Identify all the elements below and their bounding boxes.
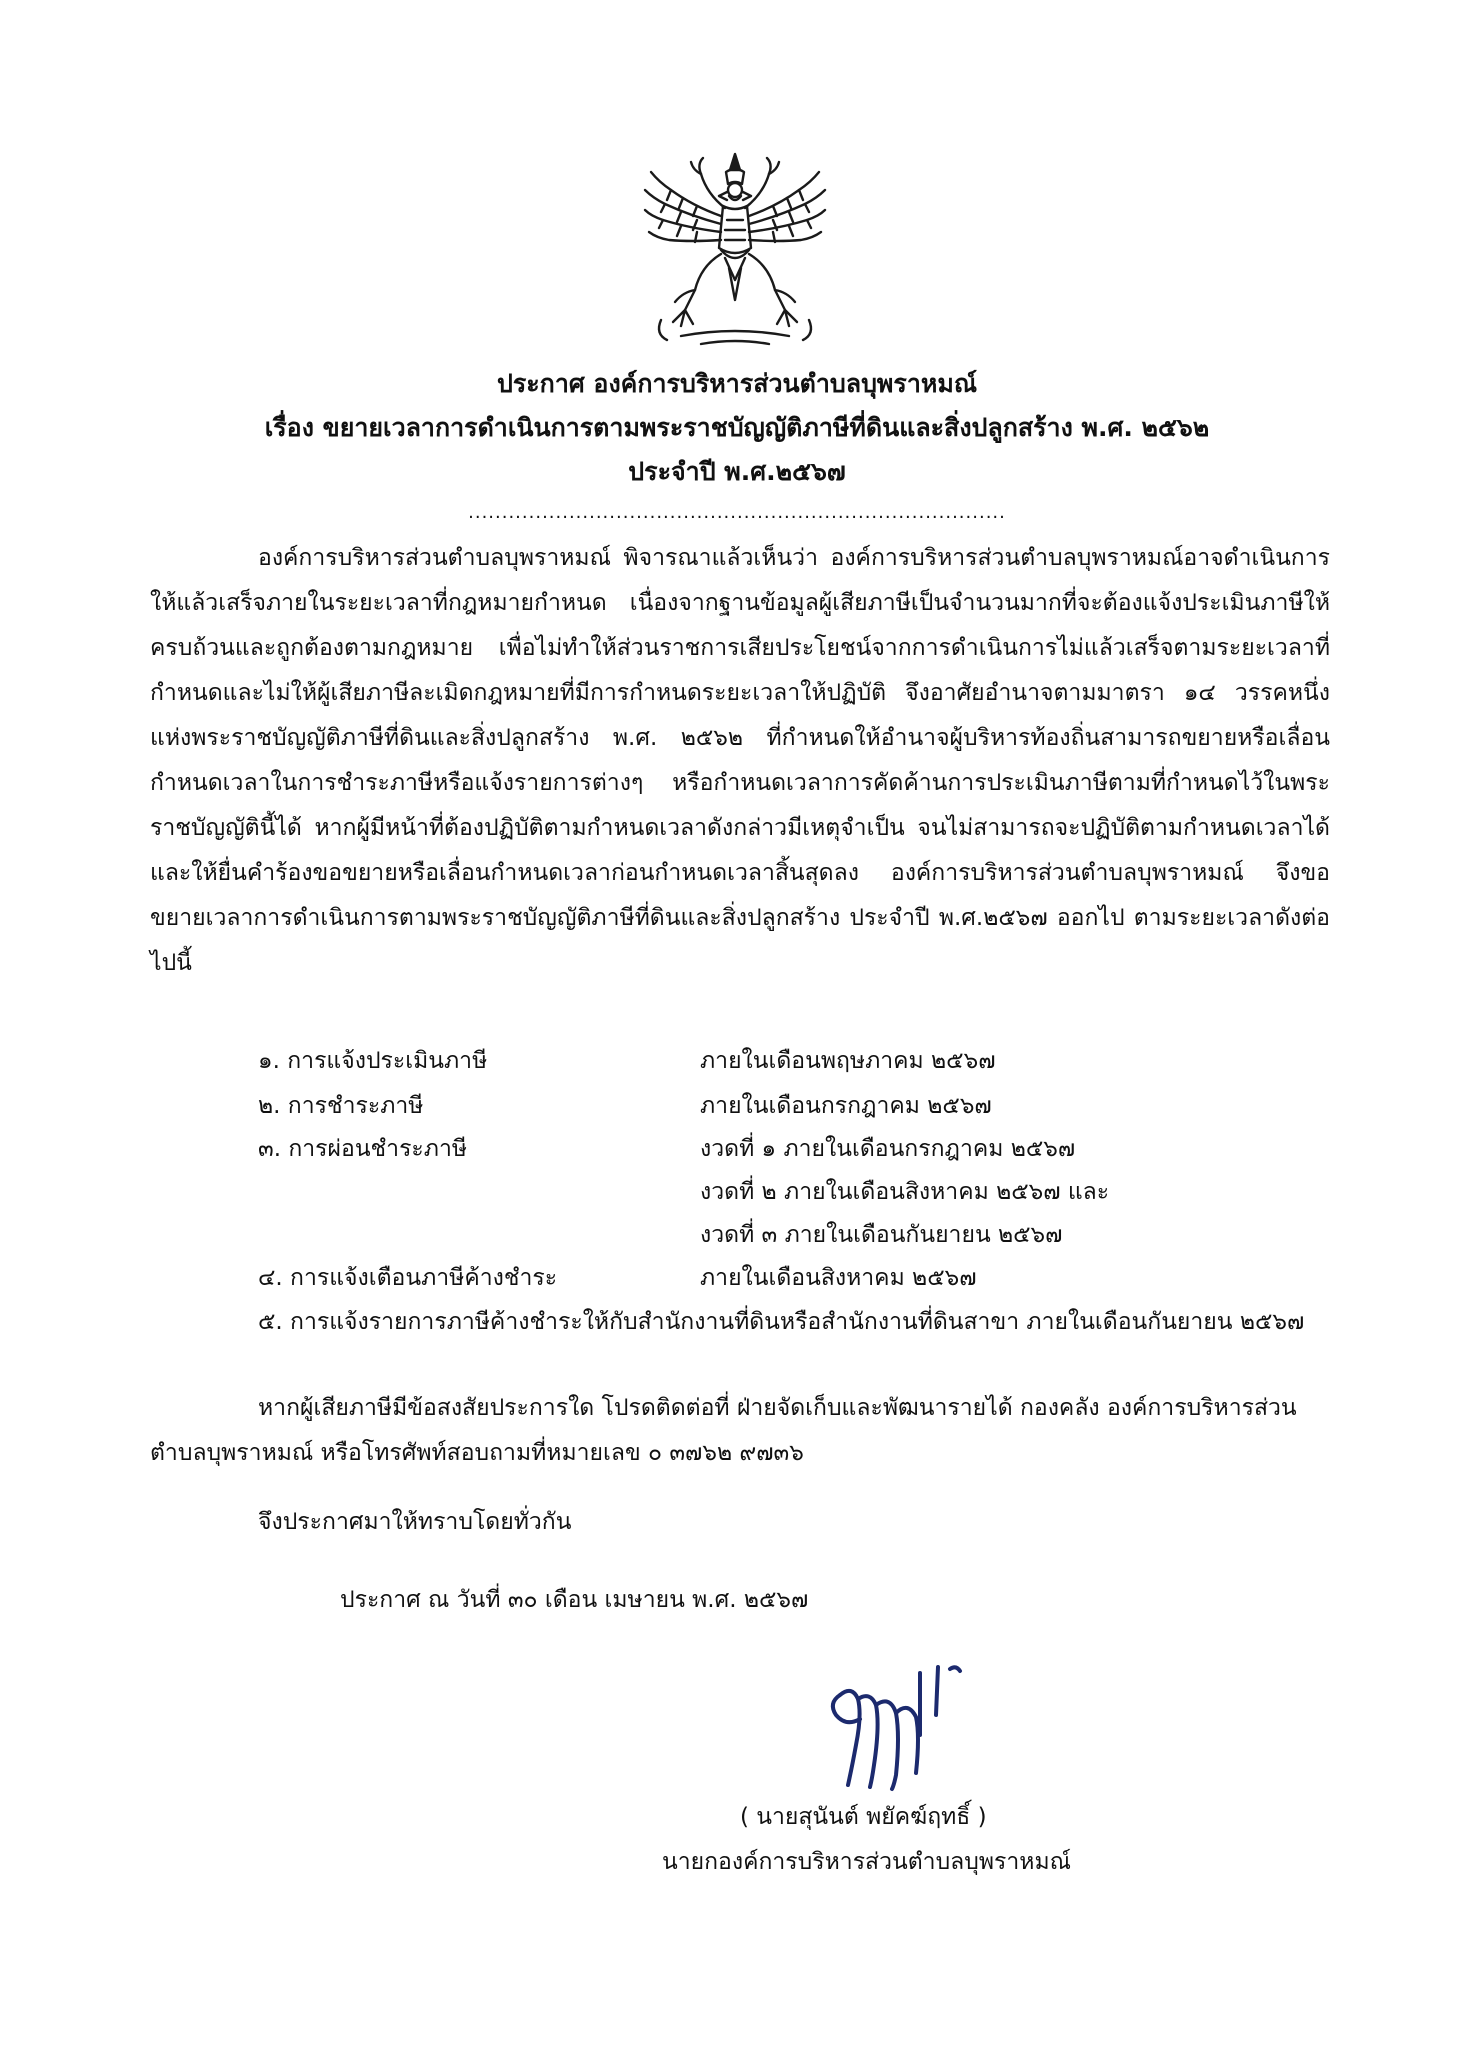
signer-title: นายกองค์การบริหารส่วนตำบลบุพราหมณ์: [662, 1849, 1071, 1875]
schedule-item-2-value: ภายในเดือนกรกฎาคม ๒๕๖๗: [700, 1093, 992, 1119]
body-paragraph: องค์การบริหารส่วนตำบลบุพราหมณ์ พิจารณาแล้วเห็นว่า องค์การบริหารส่วนตำบลบุพราหมณ์อาจดำเนินการให้แล้วเสร็จภายในระยะเวลาที่กฎหมายกำหนด เนื่องจากฐานข้อมูลผู้เสียภาษีเป็นจำนวนมากที่จะต้องแจ้งประเมินภาษีให้ครบถ้วนและถูกต้องตามกฎหมาย เพื่อไม่ทำให้ส่วนราชการเสียประโยชน์จากการดำเนินการไม่แล้วเสร็จตามระยะเวลาที่กำหนดและไม่ให้ผู้เสียภาษีละเมิดกฎหมายที่มีการกำหนดระยะเวลาให้ปฏิบัติ จึงอาศัยอำนาจตามมาตรา ๑๔ วรรคหนึ่ง แห่งพระราชบัญญัติภาษีที่ดินและสิ่งปลูกสร้าง พ.ศ. ๒๕๖๒ ที่กำหนดให้อำนาจผู้บริหารท้องถิ่นสามารถขยายหรือเลื่อนกำหนดเวลาในการชำระภาษีหรือแจ้งรายการต่างๆ หรือกำหนดเวลาการคัดค้านการประเมินภาษีตามที่กำหนดไว้ในพระราชบัญญัตินี้ได้ หากผู้มีหน้าที่ต้องปฏิบัติตามกำหนดเวลาดังกล่าวมีเหตุจำเป็น จนไม่สามารถจะปฏิบัติตามกำหนดเวลาได้ และให้ยื่นคำร้องขอขยายหรือเลื่อนกำหนดเวลาก่อนกำหนดเวลาสิ้นสุดลง องค์การบริหารส่วนตำบลบุพราหมณ์ จึงขอขยายเวลาการดำเนินการตามพระราชบัญญัติภาษีที่ดินและสิ่งปลูกสร้าง ประจำปี พ.ศ.๒๕๖๗ ออกไป ตามระยะเวลาดังต่อไปนี้: [150, 545, 1330, 976]
schedule-item-4-value: ภายในเดือนสิงหาคม ๒๕๖๗: [700, 1265, 977, 1291]
announcement-year: ประจำปี พ.ศ.๒๕๖๗: [628, 457, 846, 486]
schedule-item-5: ๕. การแจ้งรายการภาษีค้างชำระให้กับสำนักงานที่ดินหรือสำนักงานที่ดินสาขา ภายในเดือนกันยายน ๒๕๖๗: [258, 1309, 1305, 1335]
garuda-emblem-icon: [641, 150, 829, 350]
announcement-title: ประกาศ องค์การบริหารส่วนตำบลบุพราหมณ์: [496, 369, 978, 398]
schedule-item-3-value-3: งวดที่ ๓ ภายในเดือนกันยายน ๒๕๖๗: [700, 1222, 1063, 1248]
schedule-item-2-label: ๒. การชำระภาษี: [258, 1093, 424, 1119]
closing-statement: จึงประกาศมาให้ทราบโดยทั่วกัน: [258, 1509, 572, 1535]
dotted-separator: ................................................................................: [468, 502, 1006, 523]
announcement-date: ประกาศ ณ วันที่ ๓๐ เดือน เมษายน พ.ศ. ๒๕๖๗: [340, 1587, 809, 1613]
announcement-subject: เรื่อง ขยายเวลาการดำเนินการตามพระราชบัญญัติภาษีที่ดินและสิ่งปลูกสร้าง พ.ศ. ๒๕๖๒: [264, 413, 1210, 442]
schedule-item-1-value: ภายในเดือนพฤษภาคม ๒๕๖๗: [700, 1048, 996, 1074]
handwritten-signature-icon: [800, 1655, 1000, 1795]
schedule-item-3-value-1: งวดที่ ๑ ภายในเดือนกรกฎาคม ๒๕๖๗: [700, 1136, 1076, 1162]
signer-name: ( นายสุนันต์ พยัคฆ์ฤทธิ์ ): [740, 1804, 987, 1830]
contact-paragraph: หากผู้เสียภาษีมีข้อสงสัยประการใด โปรดติดต่อที่ ฝ่ายจัดเก็บและพัฒนารายได้ กองคลัง องค์การบริหารส่วนตำบลบุพราหมณ์ หรือโทรศัพท์สอบถามที่หมายเลข ๐ ๓๗๖๒ ๙๗๓๖: [150, 1395, 1297, 1466]
schedule-item-3-value-2: งวดที่ ๒ ภายในเดือนสิงหาคม ๒๕๖๗ และ: [700, 1179, 1110, 1205]
schedule-item-4-label: ๔. การแจ้งเตือนภาษีค้างชำระ: [258, 1265, 558, 1291]
schedule-item-1-label: ๑. การแจ้งประเมินภาษี: [258, 1048, 488, 1074]
schedule-item-3-label: ๓. การผ่อนชำระภาษี: [258, 1136, 468, 1162]
